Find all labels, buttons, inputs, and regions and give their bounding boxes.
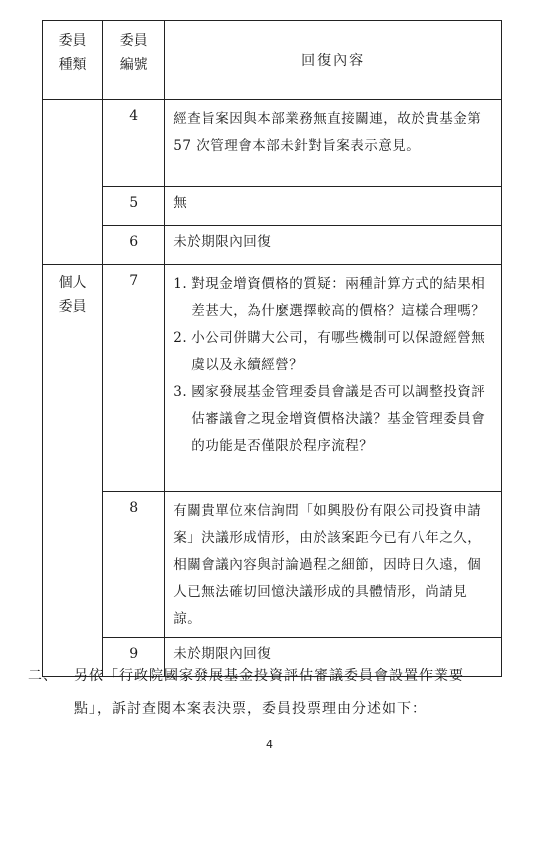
- reply-text: 未於期限內回復: [165, 226, 502, 265]
- paragraph-line-2: 點」，訴討查閱本案表決票，委員投票理由分述如下：: [74, 701, 427, 717]
- header-number: 委員 編號: [103, 21, 165, 100]
- table-row: [43, 492, 502, 638]
- section-number: 二、: [28, 668, 58, 684]
- table-row: [43, 265, 502, 492]
- reply-questions: [165, 265, 502, 492]
- row-number: 6: [103, 226, 165, 265]
- section-paragraph: [28, 660, 508, 726]
- category-individual: 個人 委員: [43, 265, 103, 677]
- row-number: 5: [103, 187, 165, 226]
- row-number: 4: [103, 100, 165, 187]
- category-cell-continued: [43, 100, 103, 265]
- reply-table: [42, 20, 502, 677]
- page-number: 4: [266, 738, 273, 751]
- header-category: 委員 種類: [43, 21, 103, 100]
- reply-text: 未於期限內回復: [165, 638, 502, 677]
- table-row: [43, 100, 502, 187]
- header-reply: 回復內容: [165, 21, 502, 100]
- list-item: 2. 小公司併購大公司，有哪些機制可以保證經營無虞以及永續經營？: [173, 330, 486, 373]
- row-number: 9: [103, 638, 165, 677]
- row-number: 8: [103, 492, 165, 638]
- list-item: 3. 國家發展基金管理委員會議是否可以調整投資評估審議會之現金增資價格決議？基金管理委員會的功能是否僅限於程序流程？: [173, 384, 486, 454]
- table-row: [43, 226, 502, 265]
- list-item: 1. 對現金增資價格的質疑：兩種計算方式的結果相差甚大，為什麼選擇較高的價格？這樣合理嗎？: [173, 276, 486, 319]
- reply-text: 經查旨案因與本部業務無直接關連，故於貴基金第 57 次管理會本部未針對旨案表示意見。: [165, 100, 502, 187]
- table-row: [43, 187, 502, 226]
- table-header-row: [43, 21, 502, 100]
- reply-text: 無: [165, 187, 502, 226]
- paragraph-line-1: 另依「行政院國家發展基金投資評估審議委員會設置作業要: [74, 668, 464, 684]
- reply-text: 有關貴單位來信詢問「如興股份有限公司投資申請案」決議形成情形，由於該案距今已有八年之久，相關會議內容與討論過程之細節，因時日久遠，個人已無法確切回憶決議形成的具體情形，尚請見諒。: [165, 492, 502, 638]
- row-number: 7: [103, 265, 165, 492]
